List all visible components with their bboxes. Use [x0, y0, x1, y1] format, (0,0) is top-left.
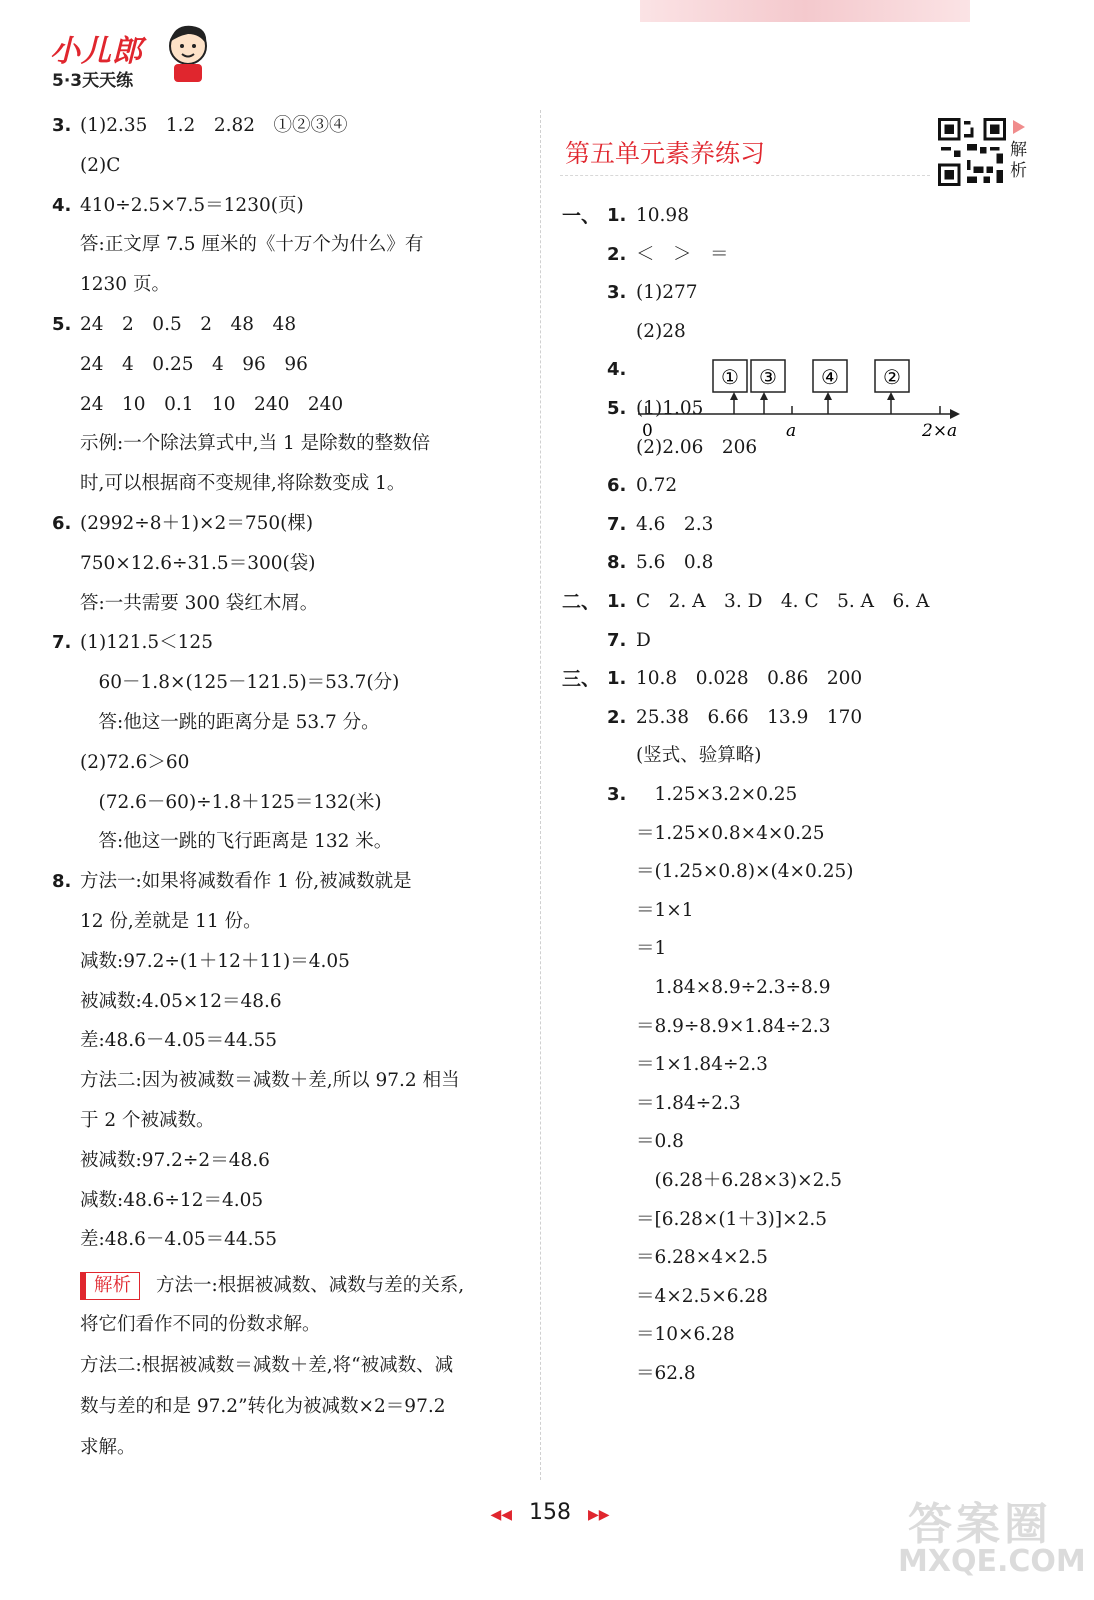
answer-line: (1)121.5＜125	[80, 632, 213, 654]
answer-line: 410÷2.5×7.5＝1230(页)	[80, 194, 304, 216]
analysis-text: 方法一:根据被减数、减数与差的关系,	[156, 1275, 465, 1297]
answer-line: (72.6－60)÷1.8＋125＝132(米)	[80, 791, 382, 813]
question-number: 5.	[607, 398, 627, 419]
qr-label: 解析	[1010, 140, 1027, 181]
question-number: 1.	[607, 591, 627, 612]
answer-line: 10.8 0.028 0.86 200	[636, 668, 863, 690]
answer-line: 时,可以根据商不变规律,将除数变成 1。	[80, 473, 406, 495]
watermark-domain: MXQE.COM	[898, 1544, 1086, 1579]
play-icon	[1013, 120, 1025, 134]
answer-line: ＝[6.28×(1＋3)]×2.5	[636, 1208, 828, 1230]
question-number: 6.	[607, 475, 627, 497]
question-number: 3.	[607, 784, 627, 805]
answer-line: ＝6.28×4×2.5	[636, 1247, 768, 1269]
answer-line: 减数:48.6÷12＝4.05	[80, 1189, 264, 1211]
question-number: 8.	[52, 871, 72, 893]
page-footer	[470, 1500, 630, 1534]
answer-line: ＝1×1.84÷2.3	[636, 1054, 768, 1076]
pointer-3-head	[760, 392, 768, 400]
answer-line: ＝1.84÷2.3	[636, 1092, 741, 1114]
answer-line: 12 份,差就是 11 份。	[80, 911, 262, 932]
page-number: 158	[529, 1500, 571, 1525]
answer-line: ＝62.8	[636, 1363, 696, 1384]
answer-line: D	[636, 629, 651, 651]
answer-line: C 2. A 3. D 4. C 5. A 6. A	[636, 591, 930, 612]
answer-line: ＝1	[636, 938, 667, 960]
answer-line: 24 2 0.5 2 48 48	[80, 314, 297, 335]
answer-line: 1.25×3.2×0.25	[636, 784, 798, 805]
box-label-3: ③	[759, 365, 777, 389]
question-number: 4.	[52, 194, 72, 216]
number-line-figure	[630, 352, 970, 444]
answer-line: 答:他这一跳的距离分是 53.7 分。	[80, 712, 380, 733]
axis-label-0: 0	[642, 421, 653, 441]
answer-line: (2)28	[636, 320, 686, 342]
question-number: 1.	[607, 668, 627, 690]
next-arrows-icon: ▶▶	[588, 1507, 610, 1523]
question-number: 6.	[52, 513, 72, 534]
answer-line: 10.98	[636, 205, 689, 226]
answer-line: 答:正文厚 7.5 厘米的《十万个为什么》有	[80, 234, 424, 256]
answer-line: (6.28＋6.28×3)×2.5	[636, 1170, 843, 1191]
question-number: 3.	[607, 282, 627, 304]
answer-line: 方法二:因为被减数＝减数＋差,所以 97.2 相当	[80, 1070, 460, 1092]
question-number: 7.	[607, 629, 627, 651]
watermark-logo	[898, 1488, 1086, 1588]
analysis-tag: 解析	[80, 1272, 140, 1300]
series-name: 5·3天天练	[52, 71, 134, 91]
answer-line: 示例:一个除法算式中,当 1 是除数的整数倍	[80, 433, 431, 455]
mascot-icon	[162, 22, 214, 84]
question-number: 7.	[607, 513, 627, 535]
question-number: 2.	[607, 243, 627, 265]
analysis-line: 方法二:根据被减数＝减数＋差,将“被减数、减	[80, 1355, 454, 1377]
analysis-line: 数与差的和是 97.2”转化为被减数×2＝97.2	[80, 1396, 446, 1418]
analysis-line: 求解。	[80, 1437, 136, 1459]
answer-line: 750×12.6÷31.5＝300(袋)	[80, 552, 316, 574]
answer-line: (1)2.35 1.2 2.82 ①②③④	[80, 115, 348, 136]
pointer-4-head	[824, 392, 832, 400]
answer-line: (竖式、验算略)	[636, 745, 762, 767]
answer-line: 24 10 0.1 10 240 240	[80, 393, 344, 415]
axis-label-2a: 2×a	[922, 421, 958, 441]
pointer-2-head	[887, 392, 895, 400]
answer-line: 1230 页。	[80, 274, 170, 296]
axis-label-a: a	[786, 421, 797, 441]
answer-line: ＝(1.25×0.8)×(4×0.25)	[636, 861, 854, 883]
answer-line: ＝10×6.28	[636, 1324, 735, 1346]
answer-line: 0.72	[636, 475, 678, 497]
answer-line: (1)1.05	[636, 398, 704, 419]
answer-line: 24 4 0.25 4 96 96	[80, 353, 308, 375]
analysis-line: 将它们看作不同的份数求解。	[80, 1314, 321, 1336]
section-marker: 二、	[562, 591, 601, 613]
answer-line: 于 2 个被减数。	[80, 1110, 215, 1131]
number-line-arrow	[950, 409, 960, 419]
answer-line: ＝8.9÷8.9×1.84÷2.3	[636, 1015, 831, 1037]
answer-line: (2)72.6＞60	[80, 751, 190, 773]
answer-line: 被减数:97.2÷2＝48.6	[80, 1149, 270, 1171]
analysis-line	[80, 1272, 464, 1300]
question-number: 1.	[607, 205, 627, 226]
answer-line: 60－1.8×(125－121.5)＝53.7(分)	[80, 672, 400, 694]
section-heading: 第五单元素养练习	[565, 139, 766, 168]
box-label-1: ①	[721, 365, 739, 389]
answer-line: ＝4×2.5×6.28	[636, 1285, 768, 1307]
question-number: 4.	[607, 359, 627, 381]
pointer-1-head	[730, 392, 738, 400]
watermark-text: 答案圈	[908, 1499, 1052, 1550]
answer-line: (2992÷8＋1)×2＝750(棵)	[80, 513, 314, 534]
question-number: 3.	[52, 115, 72, 136]
answer-line: 答:他这一跳的飞行距离是 132 米。	[80, 831, 393, 853]
question-number: 5.	[52, 314, 72, 335]
question-number: 8.	[607, 552, 627, 574]
section-marker: 一、	[562, 205, 601, 227]
heading-rule	[560, 175, 930, 176]
answer-line: (1)277	[636, 282, 698, 304]
answer-line: 被减数:4.05×12＝48.6	[80, 990, 282, 1012]
column-divider	[540, 110, 541, 1480]
answer-line: 差:48.6－4.05＝44.55	[80, 1229, 278, 1251]
prev-arrows-icon: ◀◀	[490, 1507, 512, 1523]
top-decorative-band	[640, 0, 970, 22]
answer-line: 减数:97.2÷(1＋12＋11)＝4.05	[80, 950, 350, 972]
answer-line: ＜ ＞ ＝	[636, 243, 729, 265]
answer-line: ＝1.25×0.8×4×0.25	[636, 822, 825, 844]
answer-line: 答:一共需要 300 袋红木屑。	[80, 592, 319, 614]
answer-line: ＝1×1	[636, 899, 694, 921]
brand-logo	[50, 22, 210, 92]
answer-line: 方法一:如果将减数看作 1 份,被减数就是	[80, 871, 412, 893]
section-marker: 三、	[562, 668, 601, 691]
question-number: 2.	[607, 706, 627, 728]
answer-line: 1.84×8.9÷2.3÷8.9	[636, 977, 831, 998]
box-label-4: ④	[821, 365, 839, 389]
answer-line: 25.38 6.66 13.9 170	[636, 706, 863, 728]
answer-line: (2)2.06 206	[636, 436, 758, 458]
brand-name: 小儿郎	[50, 34, 143, 69]
box-label-2: ②	[883, 365, 901, 389]
answer-line: 5.6 0.8	[636, 552, 714, 574]
qr-code-icon[interactable]	[938, 118, 1006, 186]
question-number: 7.	[52, 632, 72, 654]
answer-line: ＝0.8	[636, 1131, 684, 1153]
answer-line: 差:48.6－4.05＝44.55	[80, 1030, 278, 1052]
answer-line: 4.6 2.3	[636, 513, 714, 535]
answer-line: (2)C	[80, 154, 121, 176]
